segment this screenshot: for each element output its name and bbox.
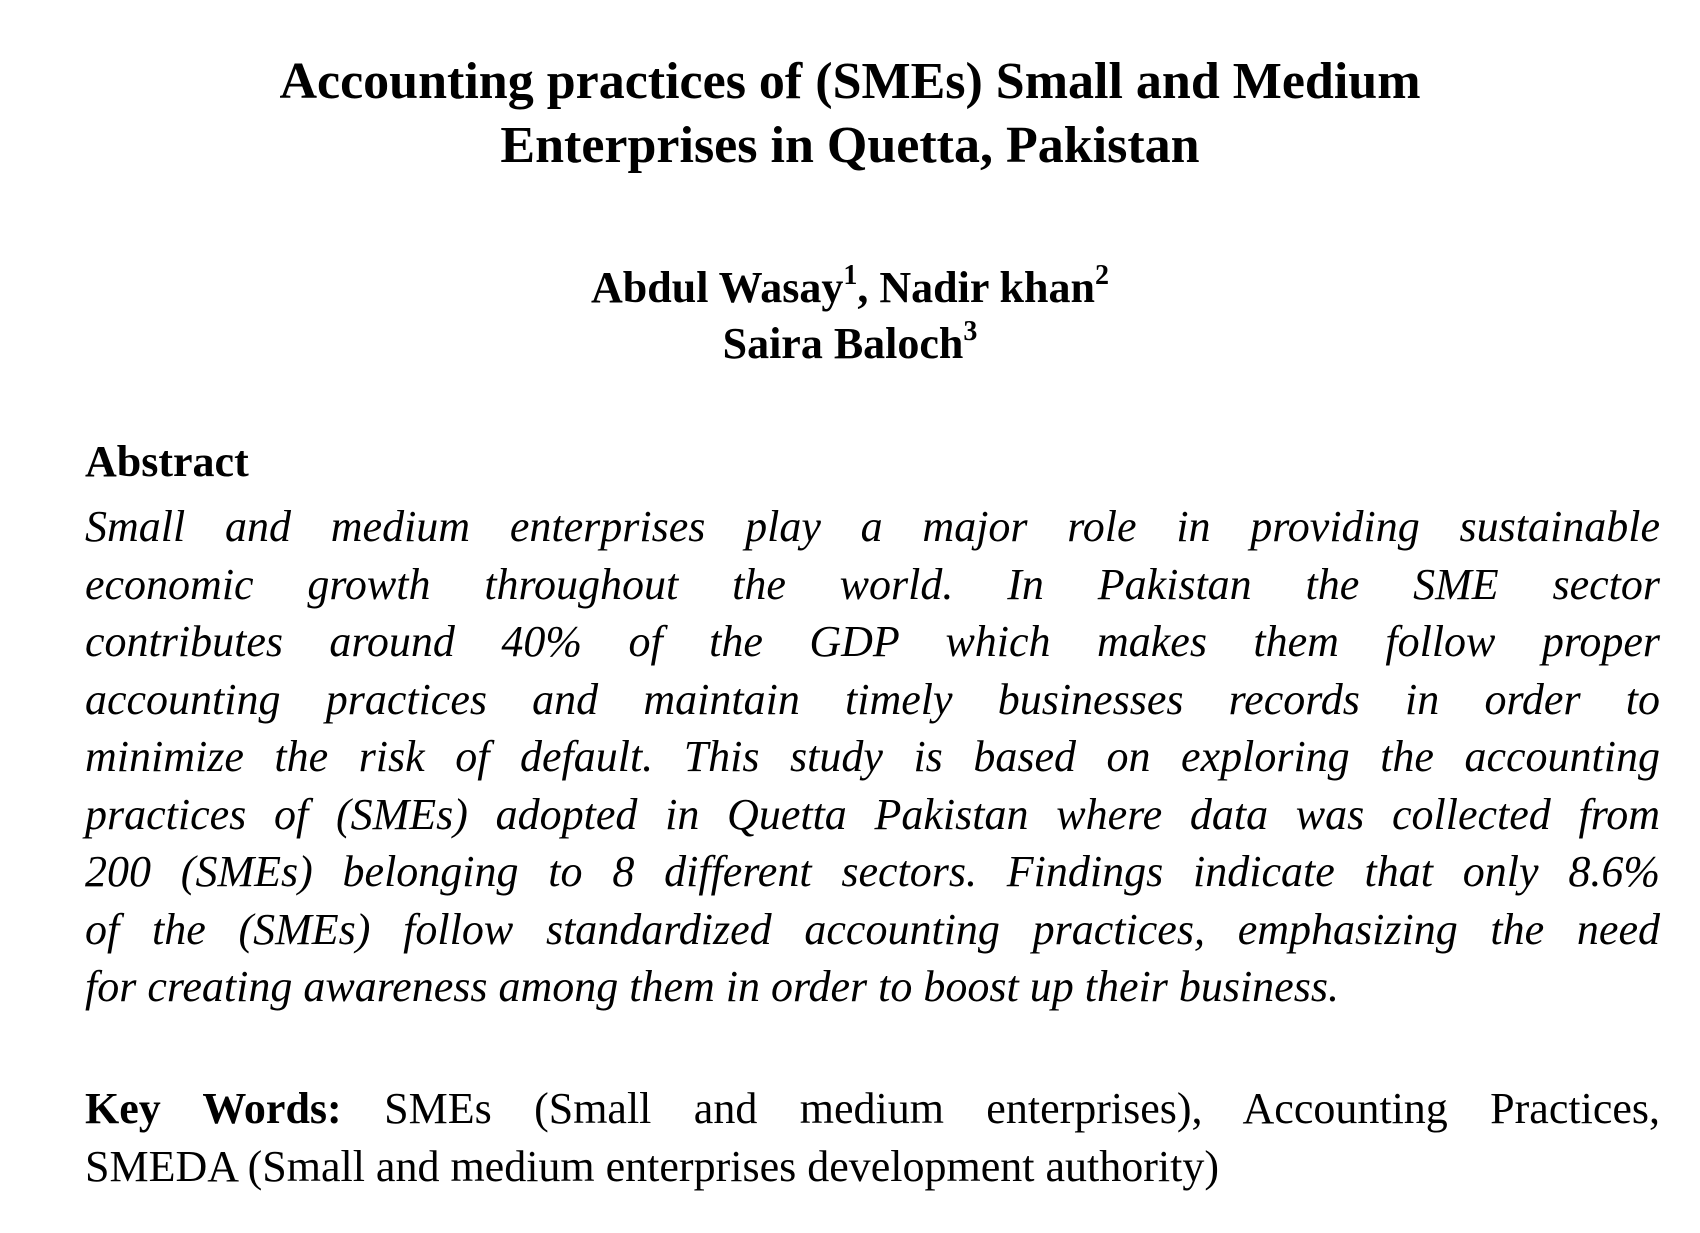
- keywords-label: Key Words:: [85, 1084, 342, 1133]
- keywords-line-2: SMEDA (Small and medium enterprises development authority): [85, 1142, 1220, 1191]
- abstract-line: for creating awareness among them in order to boost up their business.: [85, 962, 1339, 1011]
- keywords-line-1: [85, 1080, 1660, 1138]
- abstract-body: [85, 498, 1660, 1016]
- abstract-heading: Abstract: [85, 437, 249, 486]
- author-affiliation-mark: 1: [843, 260, 858, 291]
- abstract-line: 200 (SMEs) belonging to 8 different sectors. Findings indicate that only 8.6%: [85, 847, 1660, 896]
- author-name: Abdul Wasay: [591, 263, 844, 312]
- author-name: Nadir khan: [879, 263, 1095, 312]
- paper-title: [100, 50, 1600, 178]
- abstract-line: of the (SMEs) follow standardized accounting practices, emphasizing the need: [85, 904, 1660, 954]
- author-line-1: [100, 260, 1600, 316]
- abstract-line: accounting practices and maintain timely businesses records in order to: [85, 674, 1660, 724]
- author-affiliation-mark: 3: [963, 316, 978, 347]
- author-separator: ,: [857, 263, 880, 312]
- abstract-line: practices of (SMEs) adopted in Quetta Pakistan where data was collected from: [85, 789, 1660, 839]
- author-line-2: [100, 316, 1600, 372]
- paper-title-line-1: Accounting practices of (SMEs) Small and Medium: [279, 53, 1421, 110]
- abstract-line: contributes around 40% of the GDP which makes them follow proper: [85, 617, 1660, 666]
- author-block: [100, 260, 1600, 372]
- paper-title-line-2: Enterprises in Quetta, Pakistan: [500, 117, 1200, 174]
- abstract-line: minimize the risk of default. This study is based on exploring the accounting: [85, 732, 1660, 781]
- abstract-line: Small and medium enterprises play a major role in providing sustainable: [85, 502, 1660, 551]
- author-affiliation-mark: 2: [1094, 260, 1109, 291]
- abstract-line: economic growth throughout the world. In Pakistan the SME sector: [85, 559, 1660, 609]
- keywords-text: SMEs (Small and medium enterprises), Accounting Practices,: [341, 1084, 1660, 1133]
- author-name: Saira Baloch: [722, 319, 964, 368]
- keywords-block: [85, 1080, 1660, 1196]
